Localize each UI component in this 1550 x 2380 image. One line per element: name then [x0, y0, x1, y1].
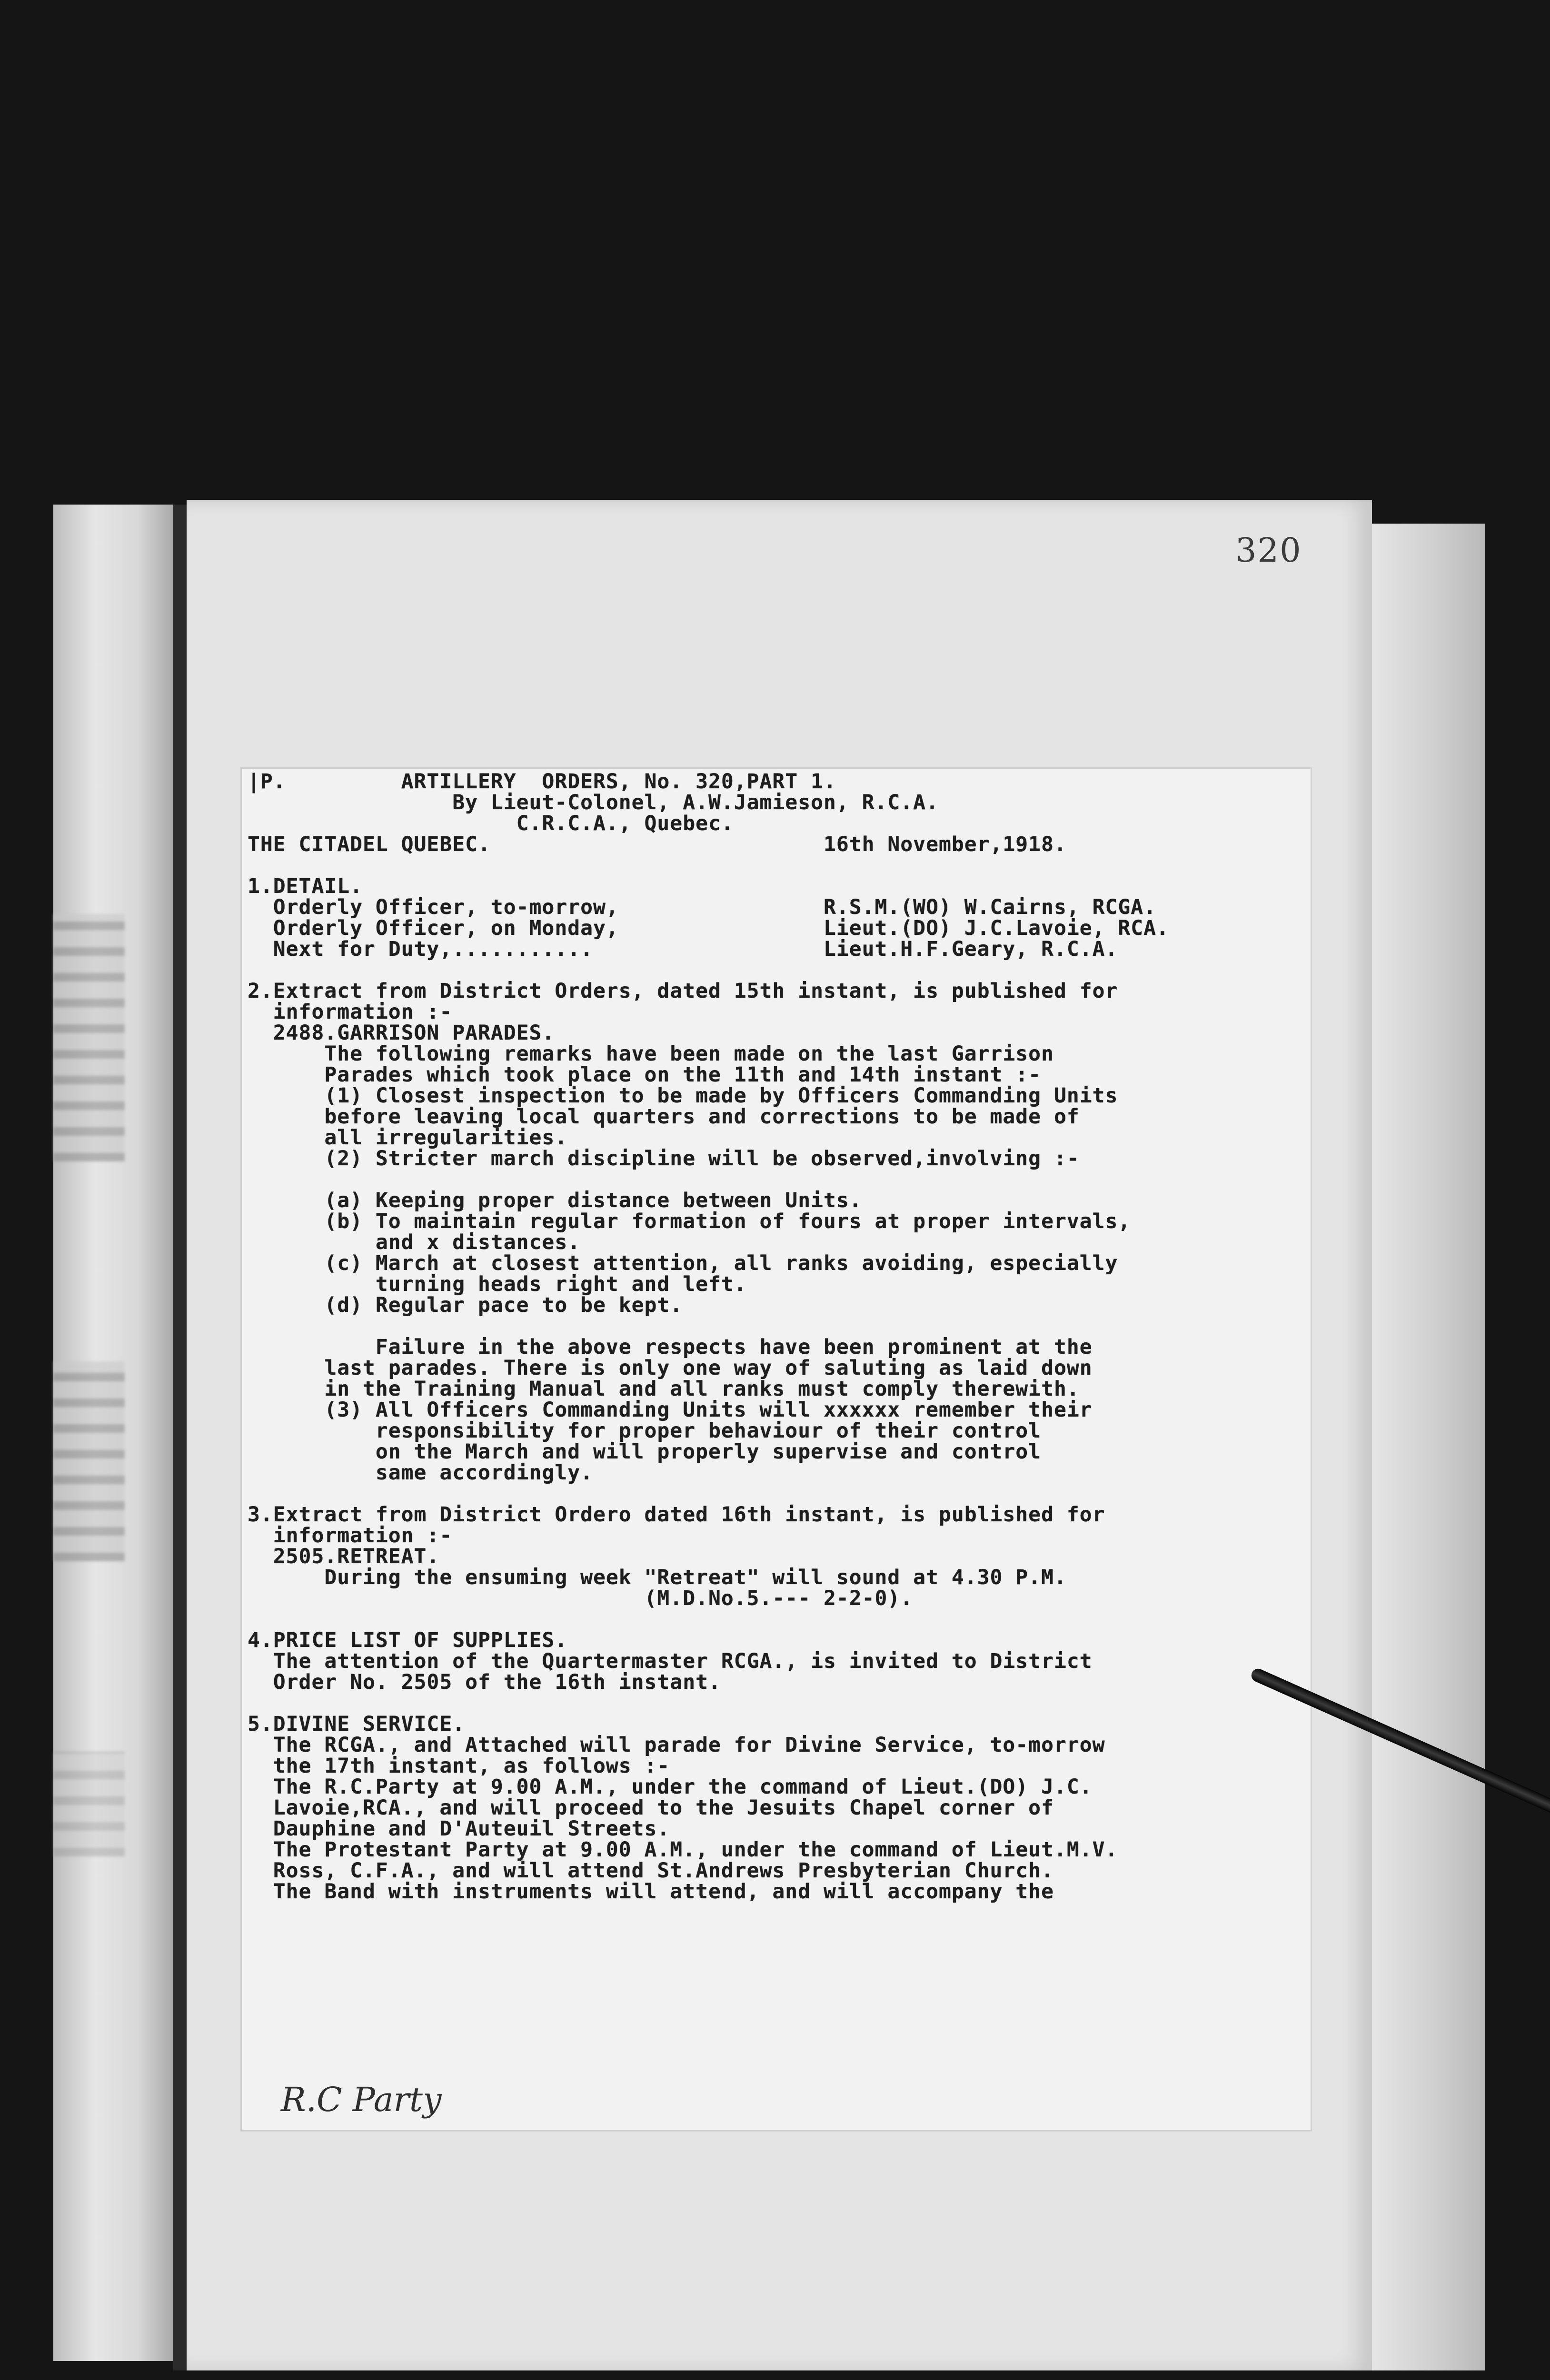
document-line: 5.DIVINE SERVICE.: [248, 1712, 466, 1736]
document-line: all irregularities.: [248, 1126, 568, 1150]
document-line: information :-: [248, 1000, 453, 1024]
document-line: (c) March at closest attention, all ranks avoiding, especially: [248, 1251, 1118, 1275]
document-line: The R.C.Party at 9.00 A.M., under the command of Lieut.(DO) J.C.: [248, 1775, 1093, 1799]
document-line: (3) All Officers Commanding Units will xxxxxx remember their: [248, 1398, 1093, 1422]
artillery-orders-text: [248, 771, 1295, 1902]
document-line: Orderly Officer, to-morrow, R.S.M.(WO) W.Cairns, RCGA.: [248, 895, 1157, 919]
document-line: [248, 1609, 1295, 1630]
document-line: and x distances.: [248, 1230, 581, 1254]
document-line: Parades which took place on the 11th and 14th instant :-: [248, 1063, 1042, 1087]
document-line: turning heads right and left.: [248, 1272, 747, 1296]
document-line: 2.Extract from District Orders, dated 15th instant, is published for: [248, 979, 1118, 1003]
document-line: (a) Keeping proper distance between Units.: [248, 1189, 862, 1212]
document-line: [248, 1169, 1295, 1190]
document-line: [248, 1483, 1295, 1504]
document-line: Ross, C.F.A., and will attend St.Andrews Presbyterian Church.: [248, 1859, 1054, 1883]
document-line: By Lieut-Colonel, A.W.Jamieson, R.C.A.: [248, 791, 939, 814]
document-line: the 17th instant, as follows :-: [248, 1754, 670, 1778]
document-line: 4.PRICE LIST OF SUPPLIES.: [248, 1628, 568, 1652]
document-line: (d) Regular pace to be kept.: [248, 1293, 683, 1317]
document-line: (2) Stricter march discipline will be observed,involving :-: [248, 1147, 1080, 1170]
document-line: 1.DETAIL.: [248, 874, 363, 898]
document-line: in the Training Manual and all ranks must comply therewith.: [248, 1377, 1080, 1401]
bleed-through-text: [53, 914, 125, 1161]
document-line: [248, 855, 1295, 876]
back-page-edge: [1361, 524, 1485, 2370]
document-line: 2505.RETREAT.: [248, 1545, 440, 1568]
document-line: last parades. There is only one way of saluting as laid down: [248, 1356, 1093, 1380]
book-spine: [173, 505, 188, 2370]
document-line: [248, 1316, 1295, 1337]
bleed-through-text: [53, 1752, 125, 1856]
document-line: Dauphine and D'Auteuil Streets.: [248, 1817, 670, 1841]
page-number: 320: [1235, 531, 1302, 570]
document-line: (1) Closest inspection to be made by Officers Commanding Units: [248, 1084, 1118, 1108]
document-line: During the ensuming week "Retreat" will sound at 4.30 P.M.: [248, 1566, 1067, 1589]
document-line: Failure in the above respects have been prominent at the: [248, 1335, 1093, 1359]
document-line: (b) To maintain regular formation of fours at proper intervals,: [248, 1210, 1131, 1233]
document-line: responsibility for proper behaviour of their control: [248, 1419, 1042, 1443]
document-line: information :-: [248, 1524, 453, 1547]
document-line: Order No. 2505 of the 16th instant.: [248, 1670, 721, 1694]
document-line: 3.Extract from District Ordero dated 16th instant, is published for: [248, 1503, 1105, 1527]
document-line: The Protestant Party at 9.00 A.M., under the command of Lieut.M.V.: [248, 1838, 1118, 1862]
document-line: Orderly Officer, on Monday, Lieut.(DO) J.C.Lavoie, RCA.: [248, 916, 1169, 940]
bleed-through-text: [53, 1361, 125, 1561]
document-line: before leaving local quarters and corrections to be made of: [248, 1105, 1080, 1129]
document-line: The following remarks have been made on the last Garrison: [248, 1042, 1054, 1066]
document-line: |P. ARTILLERY ORDERS, No. 320,PART 1.: [248, 770, 836, 793]
document-line: The Band with instruments will attend, and will accompany the: [248, 1880, 1054, 1904]
document-line: THE CITADEL QUEBEC. 16th November,1918.: [248, 833, 1067, 856]
handwritten-note: R.C Party: [281, 2080, 442, 2119]
left-facing-page: [53, 505, 173, 2361]
document-line: 2488.GARRISON PARADES.: [248, 1021, 555, 1045]
document-line: (M.D.No.5.--- 2-2-0).: [248, 1587, 914, 1610]
document-line: The attention of the Quartermaster RCGA., is invited to District: [248, 1649, 1093, 1673]
document-line: on the March and will properly supervise and control: [248, 1440, 1042, 1464]
document-line: The RCGA., and Attached will parade for Divine Service, to-morrow: [248, 1733, 1105, 1757]
document-line: same accordingly.: [248, 1461, 593, 1485]
document-line: Next for Duty,........... Lieut.H.F.Geary, R.C.A.: [248, 937, 1118, 961]
document-line: [248, 1693, 1295, 1714]
document-line: Lavoie,RCA., and will proceed to the Jesuits Chapel corner of: [248, 1796, 1054, 1820]
document-line: [248, 960, 1295, 981]
document-line: C.R.C.A., Quebec.: [248, 812, 734, 835]
